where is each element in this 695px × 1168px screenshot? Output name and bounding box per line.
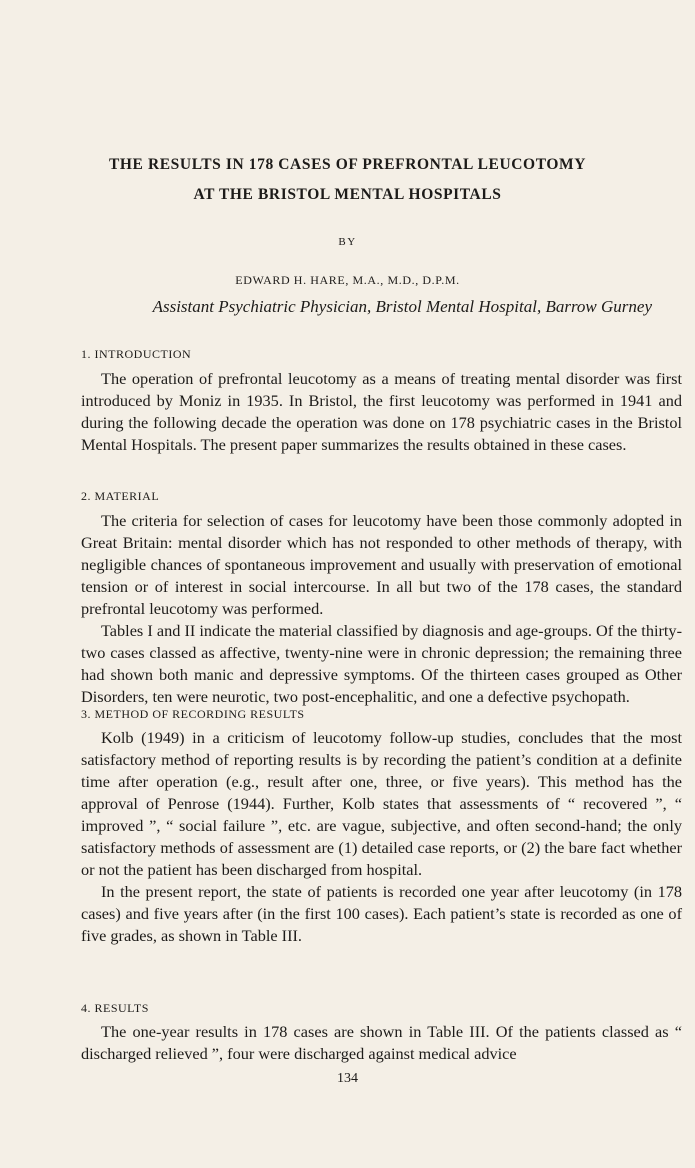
section-heading-method: 3. METHOD OF RECORDING RESULTS xyxy=(81,707,305,721)
section-body-introduction xyxy=(81,368,682,456)
section-heading-material: 2. MATERIAL xyxy=(81,489,160,503)
author-name: EDWARD H. HARE, M.A., M.D., D.P.M. xyxy=(235,273,460,287)
page-number: 134 xyxy=(337,1071,358,1086)
title-line-1: THE RESULTS IN 178 CASES OF PREFRONTAL LEUCOTOMY xyxy=(108,156,587,173)
paragraph: The one-year results in 178 cases are shown in Table III. Of the patients classed as “ discharged relieved ”, four were discharged against medical advice xyxy=(81,1022,682,1063)
section-body-results xyxy=(81,1021,682,1065)
section-body-material xyxy=(81,510,682,708)
paragraph: In the present report, the state of patients is recorded one year after leucotomy (in 178 cases) and five years after (in the first 100 cases). Each patient’s state is recorded as one of five grades, as shown in Table III. xyxy=(81,882,682,945)
section-body-method xyxy=(81,727,682,947)
paragraph: The operation of prefrontal leucotomy as a means of treating mental disorder was first introduced by Moniz in 1935. In Bristol, the first leucotomy was performed in 1941 and during the following decade the operation was done on 178 psychiatric cases in the Bristol Mental Hospitals. The present paper summarizes the results obtained in these cases. xyxy=(81,369,682,454)
section-heading-introduction: 1. INTRODUCTION xyxy=(81,347,192,361)
title-line-2: AT THE BRISTOL MENTAL HOSPITALS xyxy=(193,186,502,203)
paragraph: The criteria for selection of cases for leucotomy have been those commonly adopted in Great Britain: mental disorder which has not responded to other methods of therapy, with negligible chances of spontaneous improvement and usually with preservation of emotional tension or of interest in social intercourse. In all but two of the 178 cases, the standard prefrontal leucotomy was performed. xyxy=(81,511,682,618)
author-affiliation: Assistant Psychiatric Physician, Bristol Mental Hospital, Barrow Gurney xyxy=(152,297,652,316)
byline: BY xyxy=(338,236,357,248)
section-heading-results: 4. RESULTS xyxy=(81,1001,149,1015)
paragraph: Kolb (1949) in a criticism of leucotomy follow-up studies, concludes that the most satisfactory method of reporting results is by recording the patient’s condition at a definite time after operation (e.g., result after one, three, or five years). This method has the approval of Penrose (1944). Further, Kolb states that assessments of “ recovered ”, “ improved ”, “ social failure ”, etc. are vague, subjective, and often second-hand; the only satisfactory methods of assessment are (1) detailed case reports, or (2) the bare fact whether or not the patient has been discharged from hospital. xyxy=(81,728,682,879)
paragraph: Tables I and II indicate the material classified by diagnosis and age-groups. Of the thirty-two cases classed as affective, twenty-nine were in chronic depression; the remaining three had shown both manic and depressive symptoms. Of the thirteen cases grouped as Other Disorders, ten were neurotic, two post-encephalitic, and one a defective psychopath. xyxy=(81,621,682,706)
